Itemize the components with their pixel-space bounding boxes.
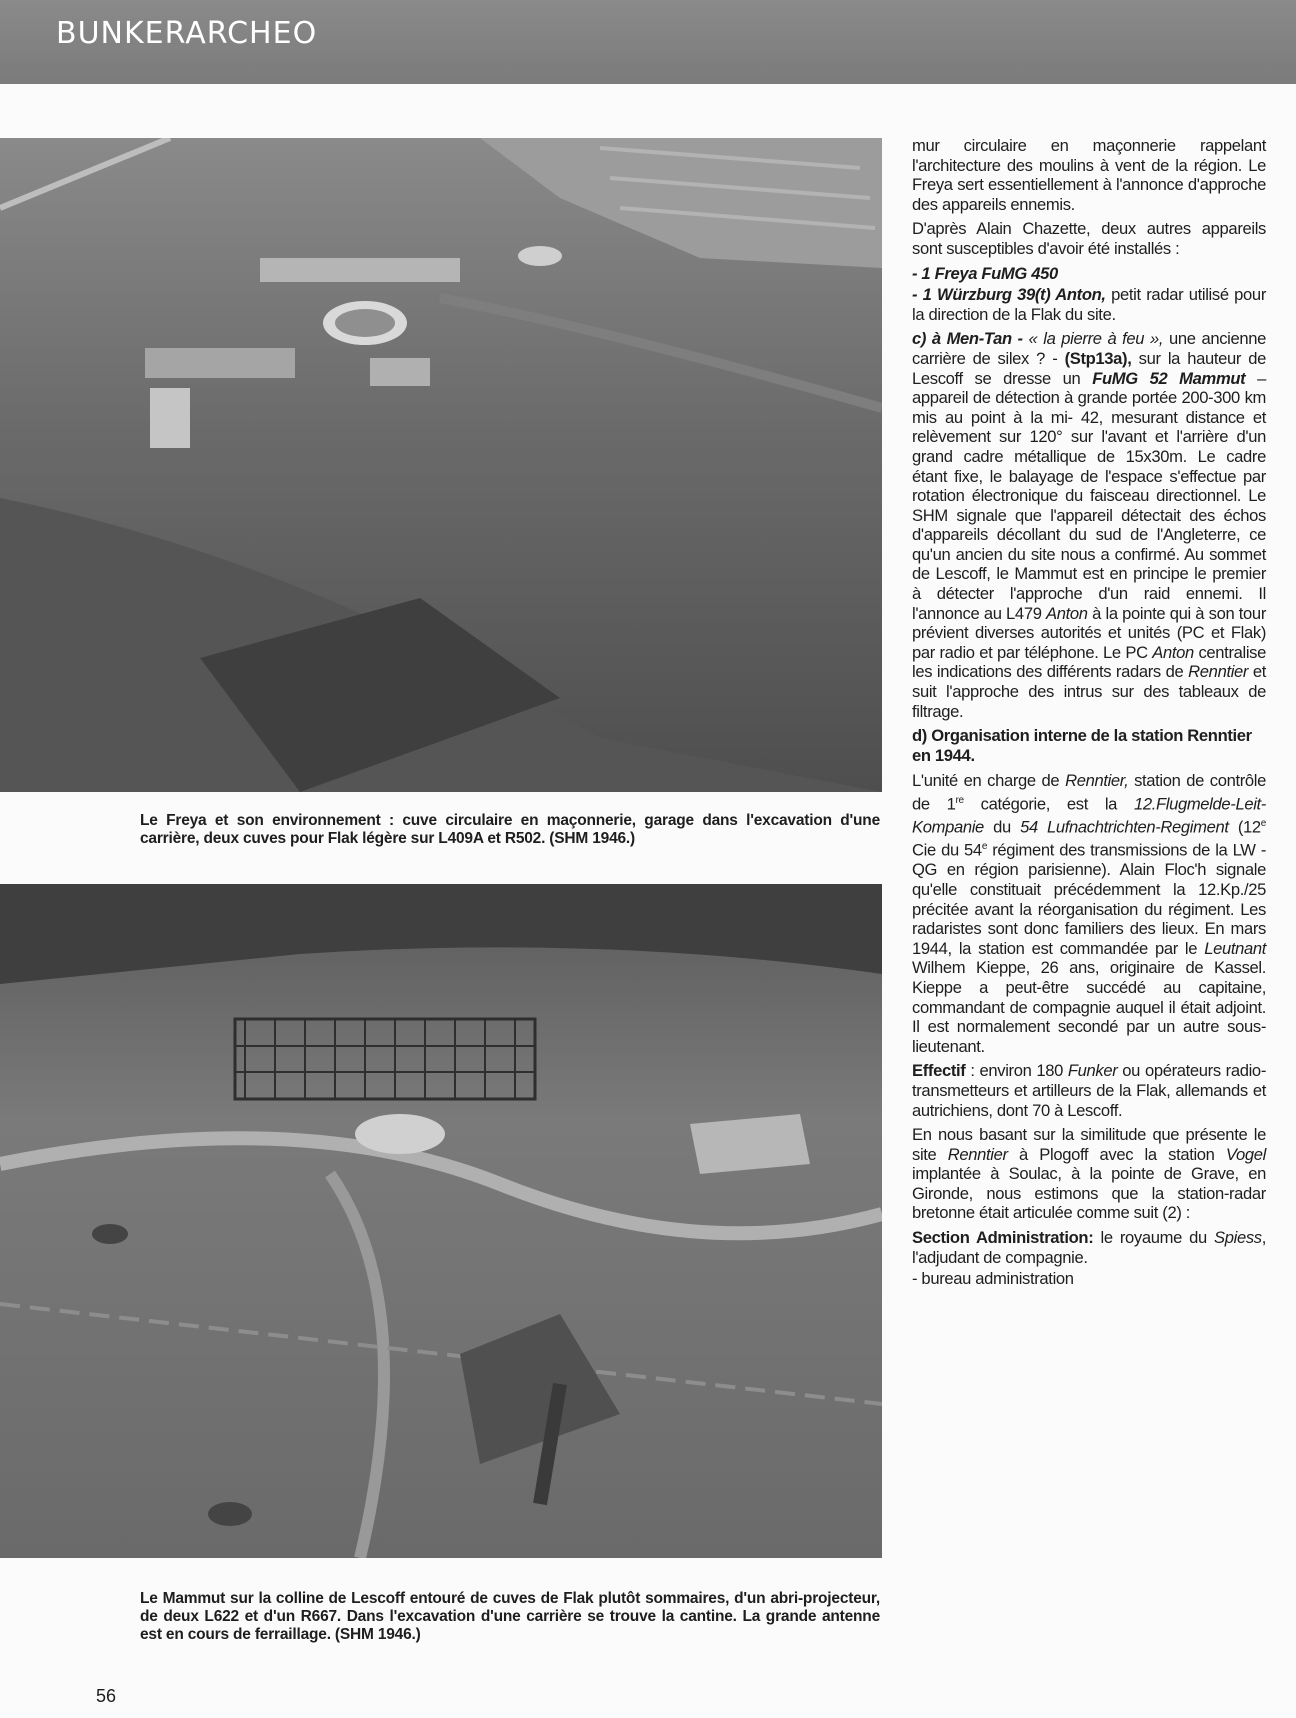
article-paragraph: mur circulaire en maçonnerie rappelant l'architecture des moulins à vent de la région. Le Freya sert essentiellement à l'annonce d'approche des appareils ennemis. [912,136,1266,214]
article-paragraph: D'après Alain Chazette, deux autres appareils sont susceptibles d'avoir été installés : [912,219,1266,258]
photo-mammut-aerial [0,884,882,1558]
section-heading: d) Organisation interne de la station Renntier en 1944. [912,726,1252,765]
article-paragraph-section: Section Administration: le royaume du Spiess, l'adjudant de compagnie. [912,1228,1267,1267]
radar-list-item: - 1 Freya FuMG 450 [912,263,1058,283]
photo-caption-1: Le Freya et son environnement : cuve circulaire en maçonnerie, garage dans l'excavation d'une carrière, deux cuves pour Flak légère sur L409A et R502. (SHM 1946.) [140,812,880,847]
article-paragraph-f: En nous basant sur la similitude que présente le site Renntier à Plogoff avec la station Vogel implantée à Soulac, à la pointe de Grave, en Gironde, nous estimons que la station-radar bretonne était articulée comme suit (2) : [912,1125,1266,1223]
page-number: 56 [96,1686,117,1706]
article-paragraph-c: c) à Men-Tan - « la pierre à feu », une ancienne carrière de silex ? - (Stp13a), sur la hauteur de Lescoff se dresse un FuMG 52 Mammut – appareil de détection à grande portée 200-300 km mis au point à la mi- 42, mesurant distance et relèvement sur 120° sur l'avant et l'arrière d'un grand cadre métallique de 15x30m. Le cadre étant fixe, le balayage de l'espace s'effectue par rotation électronique du faisceau directionnel. Le SHM signale que l'appareil détectait des échos d'appareils décollant du sud de l'Angleterre, ce qu'un ancien du site nous a confirmé. Au sommet de Lescoff, le Mammut est en principe le premier à détecter l'approche d'un raid ennemi. Il l'annonce au L479 Anton à la pointe qui à son tour prévient diverses autorités et unités (PC et Flak) par radio et par téléphone. Le PC Anton centralise les indications des différents radars de Renntier et suit l'approche des intrus sur des tableaux de filtrage. [912,329,1266,721]
article-paragraph-effectif: Effectif : environ 180 Funker ou opérateurs radio-transmetteurs et artilleurs de la Flak, allemands et autrichiens, dont 70 à Lescoff. [912,1061,1266,1120]
photo-freya-aerial [0,138,882,792]
article-column [912,136,1266,1294]
radar-list-item: - 1 Würzburg 39(t) Anton, petit radar utilisé pour la direction de la Flak du site. [912,285,1266,324]
section-list-item: - bureau administration [912,1269,1074,1289]
magazine-title: BUNKERARCHEO [56,16,318,51]
photo-caption-2: Le Mammut sur la colline de Lescoff entouré de cuves de Flak plutôt sommaires, d'un abri-projecteur, de deux L622 et d'un R667. Dans l'excavation d'une carrière se trouve la cantine. La grande antenne est en cours de ferraillage. (SHM 1946.) [140,1590,880,1643]
article-paragraph-d: L'unité en charge de Renntier, station de contrôle de 1re catégorie, est la 12.Flugmelde-Leit-Kompanie du 54 Lufnachtrichten-Regiment (12e Cie du 54e régiment des transmissions de la LW - QG en région parisienne). Alain Floc'h signale qu'elle constituait précédemment la 12.Kp./25 précitée avant la réorganisation du régiment. Les radaristes sont donc familiers des lieux. En mars 1944, la station est commandée par le Leutnant Wilhem Kieppe, 26 ans, originaire de Kassel. Kieppe a peut-être succédé au capitaine, commandant de compagnie auquel il était adjoint. Il est normalement secondé par un autre sous-lieutenant. [912,771,1267,1056]
page-header [0,0,1296,84]
